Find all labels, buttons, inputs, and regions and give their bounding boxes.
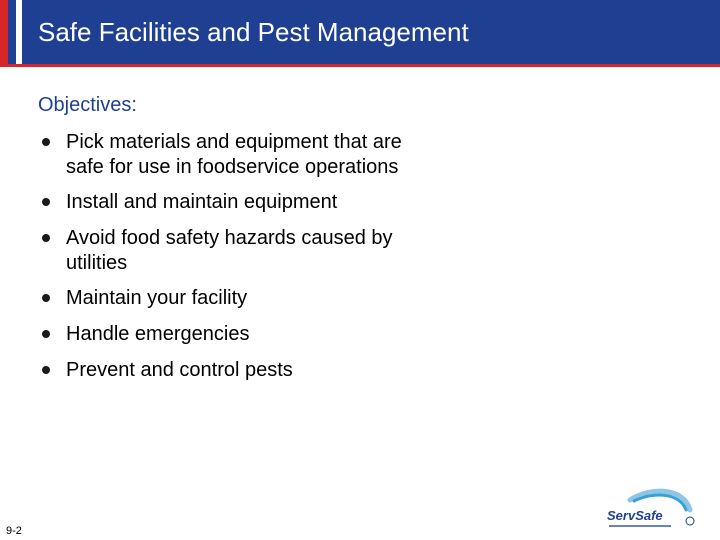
slide-title: Safe Facilities and Pest Management: [38, 17, 469, 47]
bullet-dot-icon: [42, 366, 50, 374]
objective-text: Install and maintain equipment: [66, 191, 338, 213]
objective-item: [42, 286, 442, 311]
objectives-heading: Objectives:: [38, 94, 137, 116]
objective-text: Prevent and control pests: [66, 359, 293, 381]
bullet-dot-icon: [42, 198, 50, 206]
objective-text: Handle emergencies: [66, 323, 250, 345]
bullet-dot-icon: [42, 234, 50, 242]
title-bottom-line: [0, 64, 720, 67]
title-stripe-white: [16, 0, 22, 64]
objective-item: [42, 190, 442, 215]
servsafe-logo-icon: [600, 486, 696, 528]
objective-item: [42, 322, 442, 347]
slide-number: 9-2: [6, 525, 22, 537]
objective-text: Pick materials and equipment that are safe for use in foodservice operations: [66, 131, 402, 178]
logo-wordmark: ServSafe: [607, 508, 663, 523]
objective-item: [42, 358, 442, 383]
objective-item: [42, 226, 442, 276]
bullet-dot-icon: [42, 138, 50, 146]
bullet-dot-icon: [42, 330, 50, 338]
title-stripe-red: [0, 0, 8, 64]
objectives-list: [42, 130, 442, 383]
logo-tagline: [609, 525, 671, 527]
objective-item: [42, 130, 442, 180]
objective-text: Maintain your facility: [66, 287, 248, 309]
objective-text: Avoid food safety hazards caused by utilities: [66, 227, 393, 274]
bullet-dot-icon: [42, 294, 50, 302]
